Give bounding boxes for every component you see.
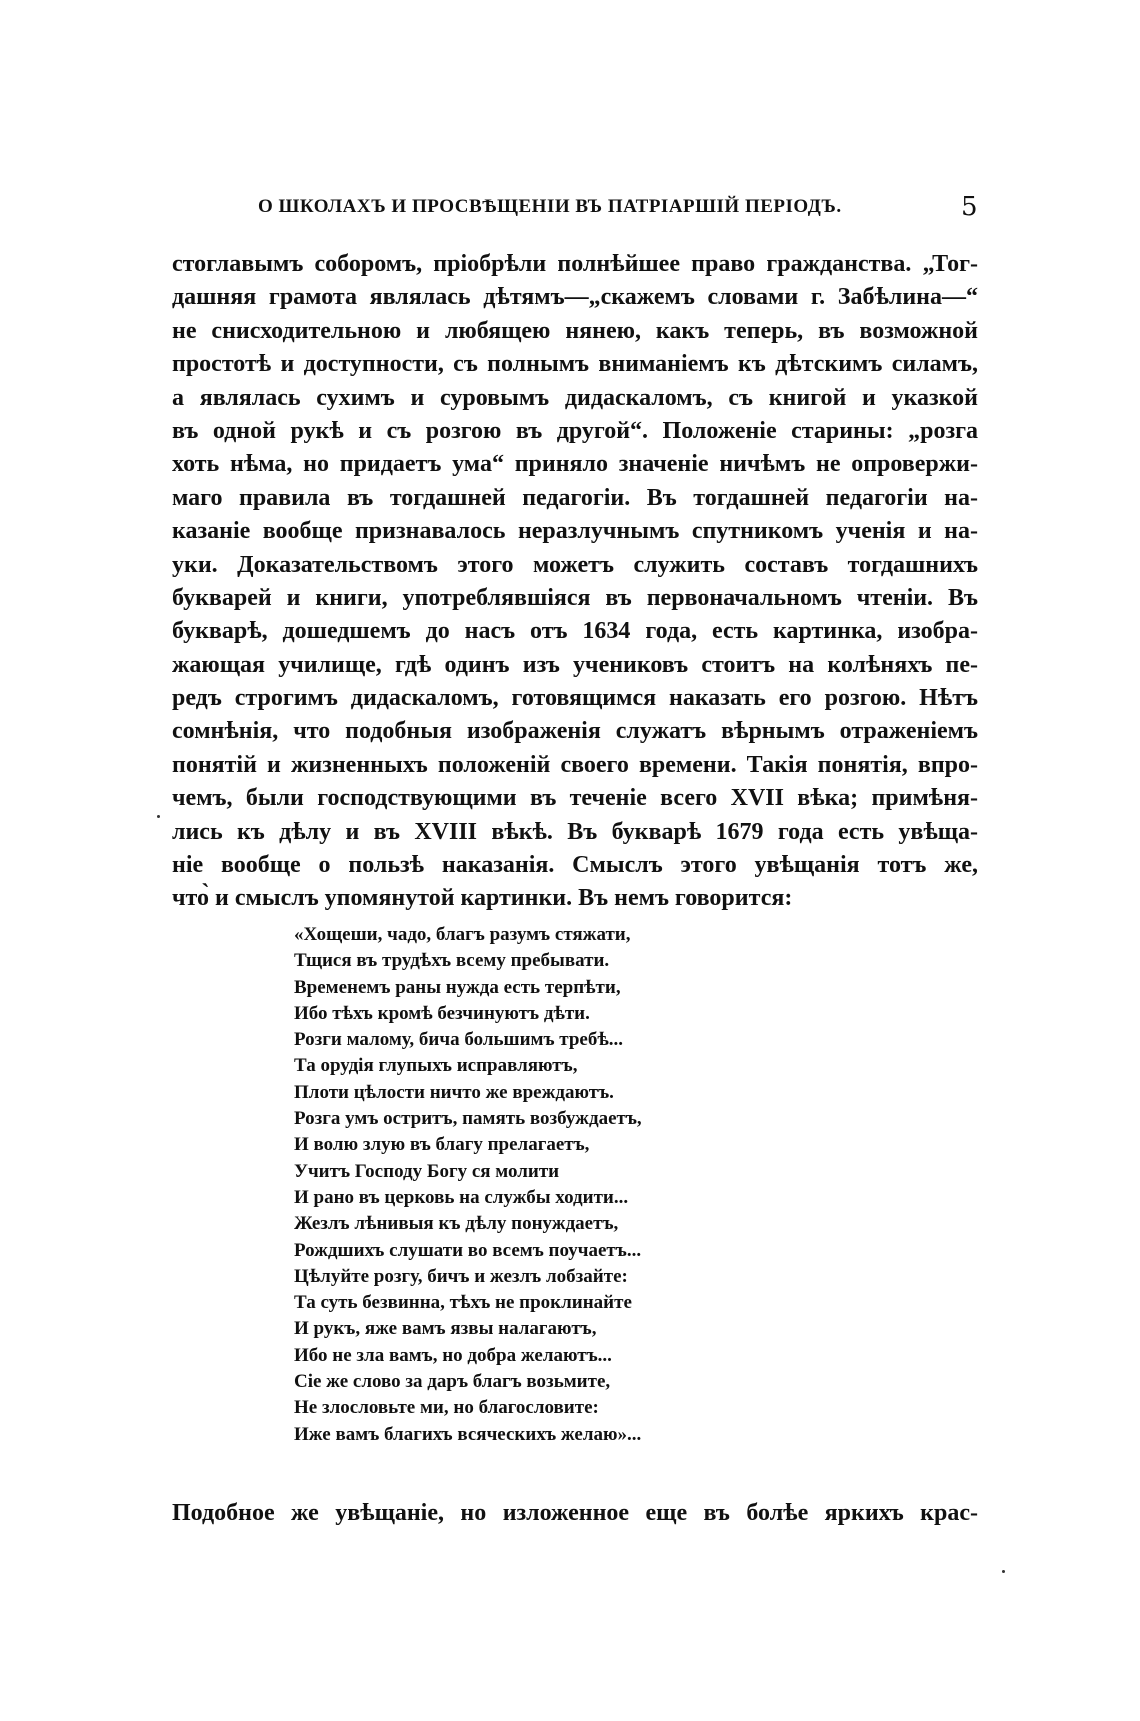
poem-line: Ибо не зла вамъ, но добра желаютъ... (294, 1344, 612, 1366)
text-line: ніе вообще о пользѣ наказанія. Смыслъ этого увѣщанія тотъ же, (172, 852, 978, 879)
text-line: редъ строгимъ дидаскаломъ, готовящимся наказать его розгою. Нѣтъ (172, 685, 978, 712)
text-line: понятій и жизненныхъ положеній своего времени. Такія понятія, впро- (172, 751, 978, 778)
text-line: а являлась сухимъ и суровымъ дидаскаломъ, съ книгой и указкой (172, 384, 978, 411)
poem-line: Жезлъ лѣнивыя къ дѣлу понуждаетъ, (294, 1213, 619, 1235)
text-line: хоть нѣма, но придаетъ ума“ приняло значеніе ничѣмъ не опровержи- (172, 451, 978, 478)
poem-line: Иже вамъ благихъ всяческихъ желаю»... (294, 1423, 642, 1445)
poem-line: Не злословьте ми, но благословите: (294, 1397, 599, 1419)
text-line: сомнѣнія, что подобныя изображенія служатъ вѣрнымъ отраженіемъ (172, 718, 978, 745)
ink-speck (1002, 1570, 1005, 1573)
poem-quote (294, 922, 642, 1448)
poem-line: Рождшихъ слушати во всемъ поучаетъ... (294, 1239, 642, 1261)
text-line: простотѣ и доступности, съ полнымъ вниманіемъ къ дѣтскимъ силамъ, (172, 351, 978, 378)
running-header (258, 192, 978, 226)
text-line: Подобное же увѣщаніе, но изложенное еще въ болѣе яркихъ крас- (172, 1500, 978, 1526)
text-line: дашняя грамота являлась дѣтямъ—„скажемъ словами г. Забѣлина—“ (172, 284, 978, 311)
poem-line: Та орудія глупыхъ исправляютъ, (294, 1055, 578, 1077)
poem-line: Сіе же слово за даръ благъ возьмите, (294, 1371, 611, 1393)
page-number: 5 (960, 192, 978, 222)
main-paragraph (172, 248, 978, 916)
text-line: стоглавымъ соборомъ, пріобрѣли полнѣйшее право гражданства. „Тог- (172, 251, 978, 277)
text-line: чемъ, были господствующими въ теченіе всего XVII вѣка; примѣня- (172, 785, 978, 812)
text-line: маго правила въ тогдашней педагогіи. Въ тогдашней педагогіи на- (172, 484, 978, 511)
text-line: что̀ и смыслъ упомянутой картинки. Въ немъ говорится: (172, 885, 793, 912)
ink-speck (157, 815, 160, 818)
running-title: О ШКОЛАХЪ И ПРОСВѢЩЕНІИ ВЪ ПАТРІАРШІЙ ПЕРІОДЪ. (258, 196, 842, 217)
text-line: уки. Доказательствомъ этого можетъ служить составъ тогдашнихъ (172, 551, 978, 578)
poem-line: Розга умъ остритъ, память возбуждаетъ, (294, 1108, 642, 1130)
poem-line: Розги малому, бича большимъ требѣ... (294, 1029, 624, 1051)
continuation-paragraph (172, 1497, 978, 1530)
poem-line: Временемъ раны нужда есть терпѣти, (294, 976, 621, 998)
poem-line: Та суть безвинна, тѣхъ не проклинайте (294, 1292, 632, 1314)
poem-line: Плоти цѣлости ничто же вреждаютъ. (294, 1081, 614, 1103)
text-line: казаніе вообще признавалось неразлучнымъ спутникомъ ученія и на- (172, 518, 978, 545)
text-line: букварей и книги, употреблявшіяся въ первоначальномъ чтеніи. Въ (172, 584, 978, 611)
text-line: въ одной рукѣ и съ розгою въ другой“. Положеніе старины: „розга (172, 417, 978, 444)
text-line: лись къ дѣлу и въ XVIII вѣкѣ. Въ букварѣ 1679 года есть увѣща- (172, 818, 978, 845)
poem-line: Ибо тѣхъ кромѣ безчинуютъ дѣти. (294, 1002, 590, 1024)
text-line: букварѣ, дошедшемъ до насъ отъ 1634 года, есть картинка, изобра- (172, 618, 978, 645)
text-line: не снисходительною и любящею нянею, какъ теперь, въ возможной (172, 317, 978, 344)
text-line: жающая училище, гдѣ одинъ изъ учениковъ стоитъ на колѣняхъ пе- (172, 651, 978, 678)
poem-line: Тщися въ трудѣхъ всему пребывати. (294, 950, 610, 972)
poem-line: И рукъ, яже вамъ язвы налагаютъ, (294, 1318, 597, 1340)
poem-line: Учитъ Господу Богу ся молити (294, 1160, 560, 1182)
poem-line: «Хощеши, чадо, благъ разумъ стяжати, (294, 924, 631, 945)
poem-line: И рано въ церковь на службы ходити... (294, 1186, 629, 1208)
poem-line: И волю злую въ благу прелагаетъ, (294, 1134, 590, 1156)
poem-line: Цѣлуйте розгу, бичъ и жезлъ лобзайте: (294, 1265, 628, 1287)
